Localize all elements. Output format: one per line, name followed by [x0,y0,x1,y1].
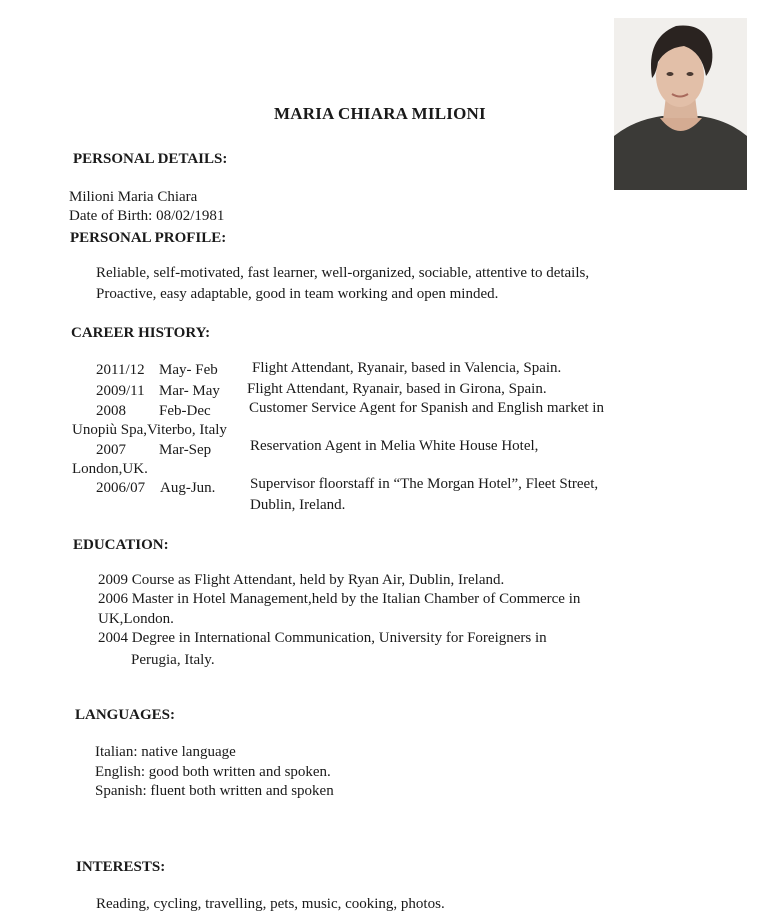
career-year: 2009/11 [96,383,145,399]
education-line: 2009 Course as Flight Attendant, held by Ryan Air, Dublin, Ireland. [98,572,505,588]
education-heading: EDUCATION: [73,537,169,553]
career-period: Feb-Dec [159,403,211,419]
interests-heading: INTERESTS: [76,859,166,875]
full-name-line: Milioni Maria Chiara [69,189,198,205]
career-description-continued: Dublin, Ireland. [250,497,346,513]
languages-heading: LANGUAGES: [75,707,176,723]
career-description: Flight Attendant, Ryanair, based in Valencia, Spain. [252,360,562,376]
career-period: Mar-Sep [159,442,212,458]
career-year: 2008 [96,403,126,419]
career-year: 2007 [96,442,126,458]
language-line: English: good both written and spoken. [95,764,331,780]
profile-photo [614,18,747,190]
career-period: Aug-Jun. [160,480,216,496]
career-history-heading: CAREER HISTORY: [71,325,211,341]
language-line: Italian: native language [95,744,236,760]
date-of-birth-line: Date of Birth: 08/02/1981 [69,208,225,224]
career-year: 2006/07 [96,480,146,496]
education-line: Perugia, Italy. [131,652,215,668]
career-description: Supervisor floorstaff in “The Morgan Hotel”, Fleet Street, [250,476,599,492]
education-line: 2006 Master in Hotel Management,held by the Italian Chamber of Commerce in [98,591,581,607]
personal-details-heading: PERSONAL DETAILS: [73,151,228,167]
candidate-name: MARIA CHIARA MILIONI [274,104,486,123]
profile-line: Reliable, self-motivated, fast learner, well-organized, sociable, attentive to details, [96,265,590,281]
career-description: Flight Attendant, Ryanair, based in Girona, Spain. [247,381,547,397]
career-description-continued: London,UK. [72,461,148,477]
career-description: Reservation Agent in Melia White House Hotel, [250,438,539,454]
career-description-continued: Unopiù Spa,Viterbo, Italy [72,422,227,438]
education-line: 2004 Degree in International Communication, University for Foreigners in [98,630,547,646]
language-line: Spanish: fluent both written and spoken [95,783,334,799]
education-line: UK,London. [98,611,174,627]
career-period: May- Feb [159,362,218,378]
career-year: 2011/12 [96,362,145,378]
career-description: Customer Service Agent for Spanish and English market in [249,400,604,416]
profile-line: Proactive, easy adaptable, good in team working and open minded. [96,286,499,302]
interests-line: Reading, cycling, travelling, pets, music, cooking, photos. [96,896,445,912]
personal-profile-heading: PERSONAL PROFILE: [70,230,227,246]
career-period: Mar- May [159,383,220,399]
